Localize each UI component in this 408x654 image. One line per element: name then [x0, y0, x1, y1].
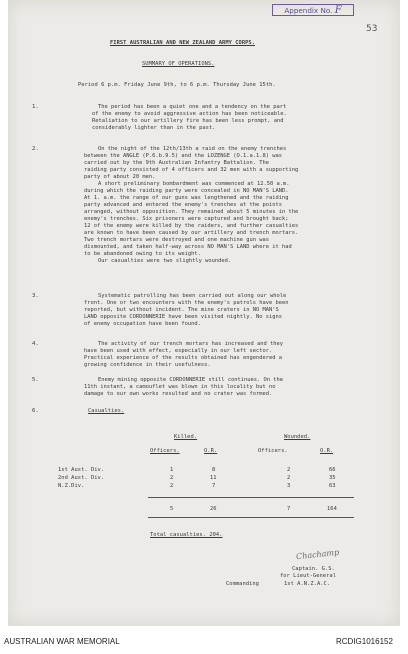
column-header: O.R.: [204, 448, 218, 454]
column-header: Officers.: [150, 448, 180, 454]
text-line: arranged, without opposition. They remained about 5 minutes in the: [84, 209, 299, 215]
cell: 7: [287, 506, 291, 512]
text-line: carried out by the 9th Australian Infantry Battalion. The: [84, 160, 269, 166]
archive-footer: [0, 626, 408, 654]
cell: 35: [329, 475, 336, 481]
document-subheading: SUMMARY OF OPERATIONS.: [142, 61, 215, 67]
cell: 5: [170, 506, 174, 512]
text-line: growing confidence in their usefulness.: [84, 362, 211, 368]
text-line: reported, but without incident. The mine craters in NO MAN'S: [84, 307, 279, 313]
paragraph-number: 1.: [32, 104, 39, 110]
paragraph-3: [84, 293, 336, 328]
appendix-stamp: [272, 4, 354, 16]
text-line: 11th instant, a camouflet was blown in this locality but no: [84, 384, 276, 390]
text-line: between the ANGLE (P.6.b.9.5) and the LOZENGE (O.1.a.1.8) was: [84, 153, 282, 159]
text-line: raiding party consisted of 4 officers and 32 men with a supporting: [84, 167, 299, 173]
column-header: O.R.: [320, 448, 334, 454]
paragraph-number: 6.: [32, 408, 39, 414]
period-line: Period 6 p.m. Friday June 9th, to 6 p.m. Thursday June 15th.: [78, 82, 276, 88]
page-number: 53: [366, 24, 378, 34]
text-line: LAND opposite CORDONNERIE have been visited nightly. No signs: [84, 314, 282, 320]
text-line: Our casualties were two slightly wounded.: [98, 258, 232, 264]
cell: 2: [170, 483, 174, 489]
casualties-title: Casualties.: [88, 408, 125, 414]
text-line: On the night of the 12th/13th a raid on the enemy trenches: [98, 146, 287, 152]
cell: 2: [287, 475, 291, 481]
totals-rule: [148, 517, 354, 518]
text-line: enemy's trenches. Six prisoners were captured and brought back;: [84, 216, 289, 222]
text-line: Enemy mining opposite CORDONNERIE still continues. On the: [98, 377, 283, 383]
cell: 7: [212, 483, 216, 489]
paragraph-number: 2.: [32, 146, 39, 152]
text-line: The activity of our trench mortars has increased and they: [98, 341, 283, 347]
column-header: Officers.: [258, 448, 288, 454]
cell: 164: [327, 506, 337, 512]
text-line: 12 of the enemy were killed by the raiders, and further casualties: [84, 223, 299, 229]
text-line: party advanced and entered the enemy's trenches at the points: [84, 202, 282, 208]
appendix-mark: F: [334, 5, 342, 16]
signature-line: Captain. G.S.: [292, 566, 335, 572]
paragraph-number: 3.: [32, 293, 39, 299]
cell: 3: [287, 483, 291, 489]
text-line: Two trench mortars were destroyed and one machine gun was: [84, 237, 269, 243]
cell: 1: [170, 467, 174, 473]
paragraph-number: 4.: [32, 341, 39, 347]
text-line: damage to our own works resulted and no crater was formed.: [84, 391, 273, 397]
text-line: of the enemy to avoid aggressive action has been noticeable.: [92, 111, 287, 117]
text-line: Practical experience of the results obtained has engendered a: [84, 355, 282, 361]
text-line: Systematic patrolling has been carried out along our whole: [98, 293, 287, 299]
cell: 26: [210, 506, 217, 512]
text-line: during which the raiding party were concealed in NO MAN'S LAND.: [84, 188, 289, 194]
record-id: RCDIG1016152: [336, 637, 393, 646]
text-line: Retaliation to our artillery fire has been less prompt, and: [92, 118, 284, 124]
total-casualties: Total casualties. 204.: [150, 532, 223, 538]
signature-line: 1st A.N.Z.A.C.: [284, 581, 331, 587]
handwritten-signature: Chachamp: [295, 547, 340, 562]
text-line: party of about 20 men.: [84, 174, 156, 180]
cell: 66: [329, 467, 336, 473]
text-line: are known to have been caused by our artillery and trench mortars.: [84, 230, 299, 236]
cell: 63: [329, 483, 336, 489]
totals-rule: [148, 497, 354, 498]
appendix-label: Appendix No.: [284, 6, 333, 15]
text-line: considerably lighter than in the past.: [92, 125, 216, 131]
wounded-header: Wounded.: [284, 434, 311, 440]
killed-header: Killed.: [174, 434, 198, 440]
text-line: A short preliminary bombardment was commenced at 12.50 a.m.: [98, 181, 290, 187]
cell: 2: [287, 467, 291, 473]
text-line: At 1. a.m. the range of our guns was lengthened and the raiding: [84, 195, 289, 201]
text-line: dismounted, and taken half-way across NO MAN'S LAND where it had: [84, 244, 292, 250]
text-line: The period has been a quiet one and a tendency on the part: [98, 104, 287, 110]
archive-name: AUSTRALIAN WAR MEMORIAL: [4, 637, 120, 646]
unit-name: 2nd Aust. Div.: [58, 475, 105, 481]
unit-name: 1st Aust. Div.: [58, 467, 105, 473]
signature-line: for Lieut-General: [280, 573, 337, 579]
text-line: front. One or two encounters with the enemy's patrols have been: [84, 300, 289, 306]
cell: 2: [170, 475, 174, 481]
paragraph-4: [84, 341, 336, 369]
text-line: to be abandoned owing to its weight.: [84, 251, 201, 257]
text-line: of enemy occupation have been found.: [84, 321, 201, 327]
paragraph-number: 5.: [32, 377, 39, 383]
text-line: have been used with effect, especially in our left sector.: [84, 348, 273, 354]
cell: 11: [210, 475, 217, 481]
document-heading: FIRST AUSTRALIAN AND NEW ZEALAND ARMY CORPS.: [110, 40, 255, 46]
paragraph-2: [84, 146, 336, 265]
signature-line: Commanding: [226, 581, 259, 587]
paragraph-5: [84, 377, 336, 398]
unit-name: N.Z.Div.: [58, 483, 85, 489]
paragraph-1: [92, 104, 344, 132]
cell: 8: [212, 467, 216, 473]
